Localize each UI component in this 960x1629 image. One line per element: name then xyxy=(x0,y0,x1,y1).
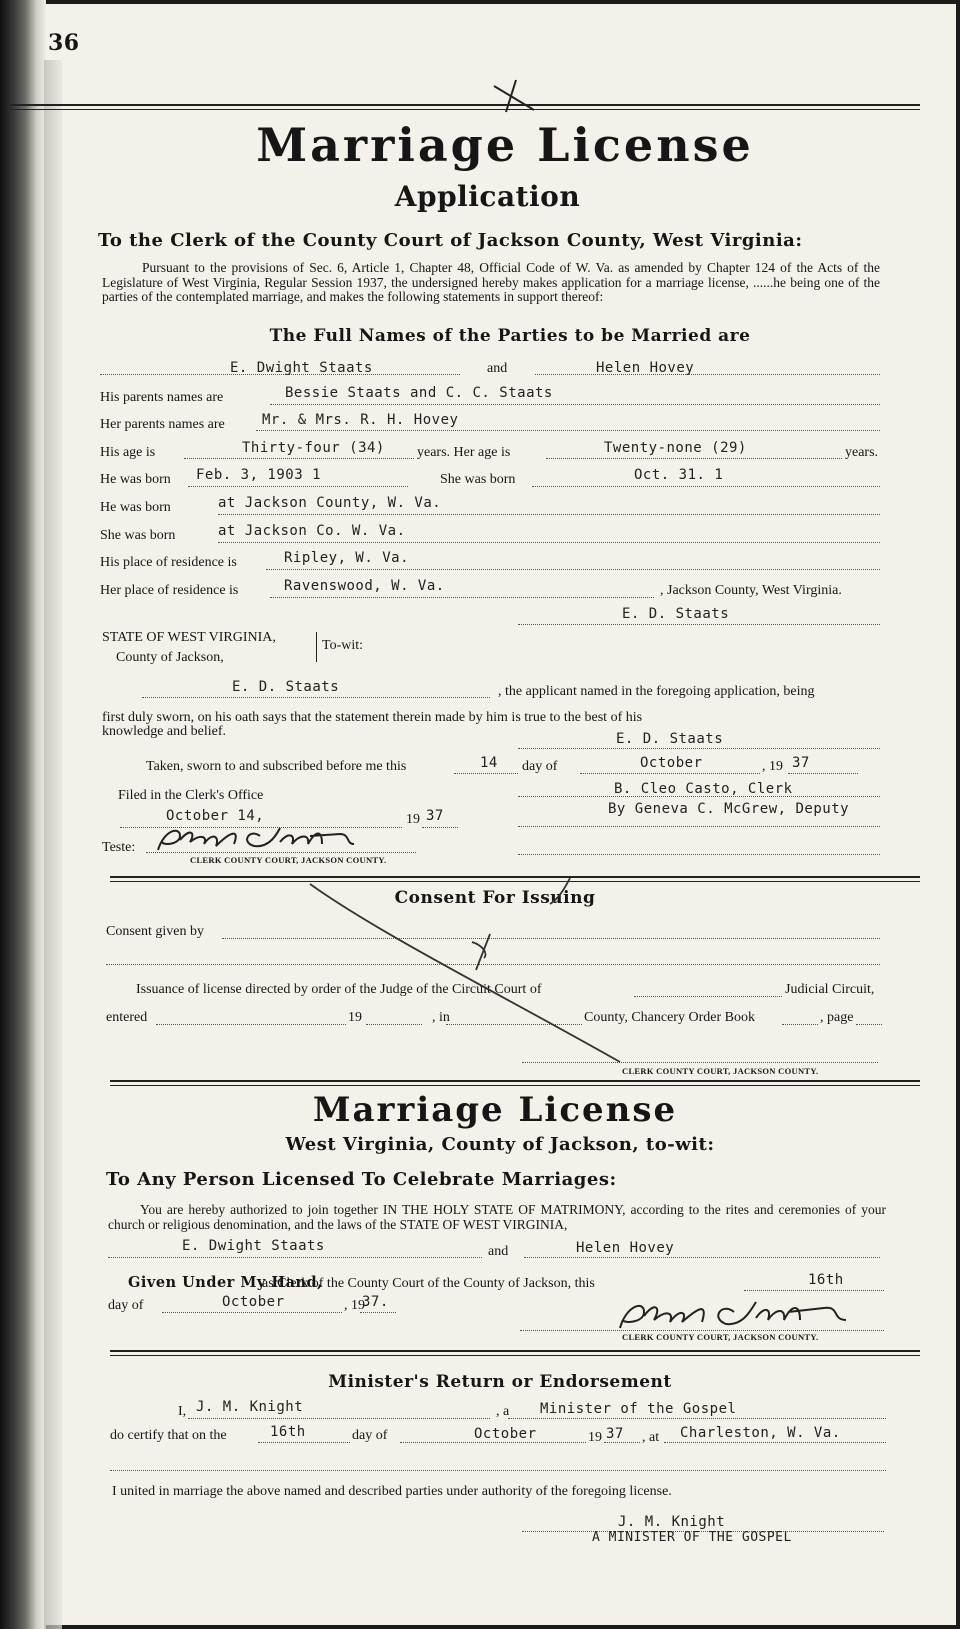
return-day-of: day of xyxy=(352,1428,388,1443)
given-year: 37. xyxy=(362,1294,389,1310)
minister-name: J. M. Knight xyxy=(196,1399,304,1415)
license-groom: E. Dwight Staats xyxy=(182,1238,325,1254)
he-born-label: He was born xyxy=(100,472,171,487)
affidavit-line-2: first duly sworn, on his oath says that the statement therein made by him is true to the best of his xyxy=(102,710,643,725)
bride-name: Helen Hovey xyxy=(596,360,695,376)
county-state-suffix: , Jackson County, West Virginia. xyxy=(660,583,842,598)
her-age-value: Twenty-none (29) xyxy=(604,440,747,456)
in-label: , in xyxy=(432,1010,450,1025)
his-age-label: His age is xyxy=(100,445,156,460)
and-label: and xyxy=(487,361,508,376)
addressee: To the Clerk of the County Court of Jackson County, West Virginia: xyxy=(98,230,803,251)
his-age-value: Thirty-four (34) xyxy=(242,440,385,456)
filed-year-prefix: 19 xyxy=(406,812,420,827)
filed-label: Filed in the Clerk's Office xyxy=(118,788,264,803)
her-parents-label: Her parents names are xyxy=(100,417,225,432)
judicial-circuit-label: Judicial Circuit, xyxy=(785,982,875,997)
minister-signature: J. M. Knight xyxy=(618,1514,726,1530)
page-number: 36 xyxy=(48,30,80,56)
return-heading: Minister's Return or Endorsement xyxy=(328,1372,672,1392)
day-of-label-2: day of xyxy=(108,1298,144,1313)
license-subtitle: West Virginia, County of Jackson, to-wit: xyxy=(285,1134,715,1155)
license-addressee: To Any Person Licensed To Celebrate Marriages: xyxy=(106,1169,617,1190)
her-residence: Ravenswood, W. Va. xyxy=(284,578,445,594)
teste-label: Teste: xyxy=(102,840,136,855)
return-day: 16th xyxy=(270,1424,306,1440)
affiant-name: E. D. Staats xyxy=(232,679,340,695)
clerk-name: B. Cleo Casto, Clerk xyxy=(614,781,793,797)
main-title: Marriage License xyxy=(256,118,754,172)
clerk-caption-2: CLERK COUNTY COURT, JACKSON COUNTY. xyxy=(622,1066,819,1076)
sworn-month: October xyxy=(640,755,703,771)
certify-label: do certify that on the xyxy=(110,1428,227,1443)
given-day: 16th xyxy=(808,1272,844,1288)
filed-date: October 14, xyxy=(166,808,265,824)
strike-through-mark xyxy=(300,874,640,1074)
united-text: I united in marriage the above named and described parties under authority of the foregoing license. xyxy=(112,1484,672,1499)
her-age-label: years. Her age is xyxy=(417,445,511,460)
i-label: I, xyxy=(178,1404,187,1419)
she-born-label: She was born xyxy=(440,472,516,487)
entered-label: entered xyxy=(106,1010,148,1025)
her-residence-label: Her place of residence is xyxy=(100,583,239,598)
he-born-place-label: He was born xyxy=(100,500,171,515)
county-label: County of Jackson, xyxy=(116,650,224,665)
license-bride: Helen Hovey xyxy=(576,1240,675,1256)
license-paragraph: You are hereby authorized to join together IN THE HOLY STATE OF MATRIMONY, according to the rites and ceremonies of your church or religious denomination, and the laws of the STATE OF WEST VIRGINIA, xyxy=(108,1202,886,1232)
consent-heading: Consent For Issuing xyxy=(394,888,596,908)
applicant-signature-1: E. D. Staats xyxy=(622,606,730,622)
he-born-place: at Jackson County, W. Va. xyxy=(218,495,442,511)
county-order-book-label: County, Chancery Order Book xyxy=(584,1010,755,1025)
filed-year: 37 xyxy=(426,808,444,824)
sworn-label: Taken, sworn to and subscribed before me this xyxy=(146,759,407,774)
issuance-label: Issuance of license directed by order of the Judge of the Circuit Court of xyxy=(136,982,542,997)
groom-name: E. Dwight Staats xyxy=(230,360,373,376)
cross-mark xyxy=(490,78,540,114)
given-text: as Clerk of the County Court of the County of Jackson, this xyxy=(262,1276,595,1291)
years-label: years. xyxy=(845,445,879,460)
consent-given-label: Consent given by xyxy=(106,924,204,939)
deputy-name: By Geneva C. McGrew, Deputy xyxy=(608,801,850,817)
clerk-signature-1 xyxy=(150,822,380,858)
section-rule-3 xyxy=(110,1350,920,1356)
brace xyxy=(316,632,317,662)
sworn-year: 37 xyxy=(792,755,810,771)
intro-paragraph: Pursuant to the provisions of Sec. 6, Article 1, Chapter 48, Official Code of W. Va. as amended by Chapter 124 of the Acts of the Legislature of West Virginia, Regular Session 1937, the undersigned hereby makes application for a marriage license, ......he being one of the parties of the contemplated marriage, and makes the following statements in support thereof: xyxy=(102,260,880,304)
given-month: October xyxy=(222,1294,285,1310)
page-label: , page xyxy=(820,1010,854,1025)
minister-title: Minister of the Gospel xyxy=(540,1401,737,1417)
day-of-label: day of xyxy=(522,759,558,774)
his-residence-label: His place of residence is xyxy=(100,555,237,570)
return-month: October xyxy=(474,1426,537,1442)
applicant-signature-2: E. D. Staats xyxy=(616,731,724,747)
year-prefix-1: , 19 xyxy=(762,759,783,774)
parties-heading: The Full Names of the Parties to be Married are xyxy=(269,326,751,346)
she-born-place: at Jackson Co. W. Va. xyxy=(218,523,406,539)
return-year: 37 xyxy=(606,1426,624,1442)
his-parents-label: His parents names are xyxy=(100,390,224,405)
section-rule-2 xyxy=(110,1080,920,1086)
clerk-caption-3: CLERK COUNTY COURT, JACKSON COUNTY. xyxy=(622,1332,819,1342)
state-label: STATE OF WEST VIRGINIA, xyxy=(102,630,276,645)
affidavit-line-3: knowledge and belief. xyxy=(102,724,227,739)
to-wit-label: To-wit: xyxy=(322,638,364,653)
she-born-date: Oct. 31. 1 xyxy=(634,467,724,483)
she-born-place-label: She was born xyxy=(100,528,176,543)
sworn-day: 14 xyxy=(480,755,498,771)
her-parents-value: Mr. & Mrs. R. H. Hovey xyxy=(262,412,459,428)
a-label: , a xyxy=(496,1404,510,1419)
at-label: , at xyxy=(642,1430,660,1445)
year-prefix-2: , 19 xyxy=(344,1298,365,1313)
minister-title-signature: A MINISTER OF THE GOSPEL xyxy=(592,1530,792,1545)
return-year-prefix: 19 xyxy=(588,1430,602,1445)
clerk-caption-1: CLERK COUNTY COURT, JACKSON COUNTY. xyxy=(190,855,387,865)
affidavit-line-1: , the applicant named in the foregoing application, being xyxy=(498,684,815,699)
his-residence: Ripley, W. Va. xyxy=(284,550,410,566)
he-born-date: Feb. 3, 1903 1 xyxy=(196,467,322,483)
subtitle: Application xyxy=(394,180,581,213)
year-19-label: 19 xyxy=(348,1010,362,1025)
return-place: Charleston, W. Va. xyxy=(680,1425,841,1441)
book-binding-shadow xyxy=(44,60,62,1629)
clerk-signature-2 xyxy=(610,1296,860,1336)
license-title: Marriage License xyxy=(312,1090,678,1130)
his-parents-value: Bessie Staats and C. C. Staats xyxy=(285,385,553,401)
top-rule xyxy=(10,104,920,110)
license-and: and xyxy=(488,1244,509,1259)
given-under-label: Given Under My Hand, xyxy=(128,1274,323,1291)
